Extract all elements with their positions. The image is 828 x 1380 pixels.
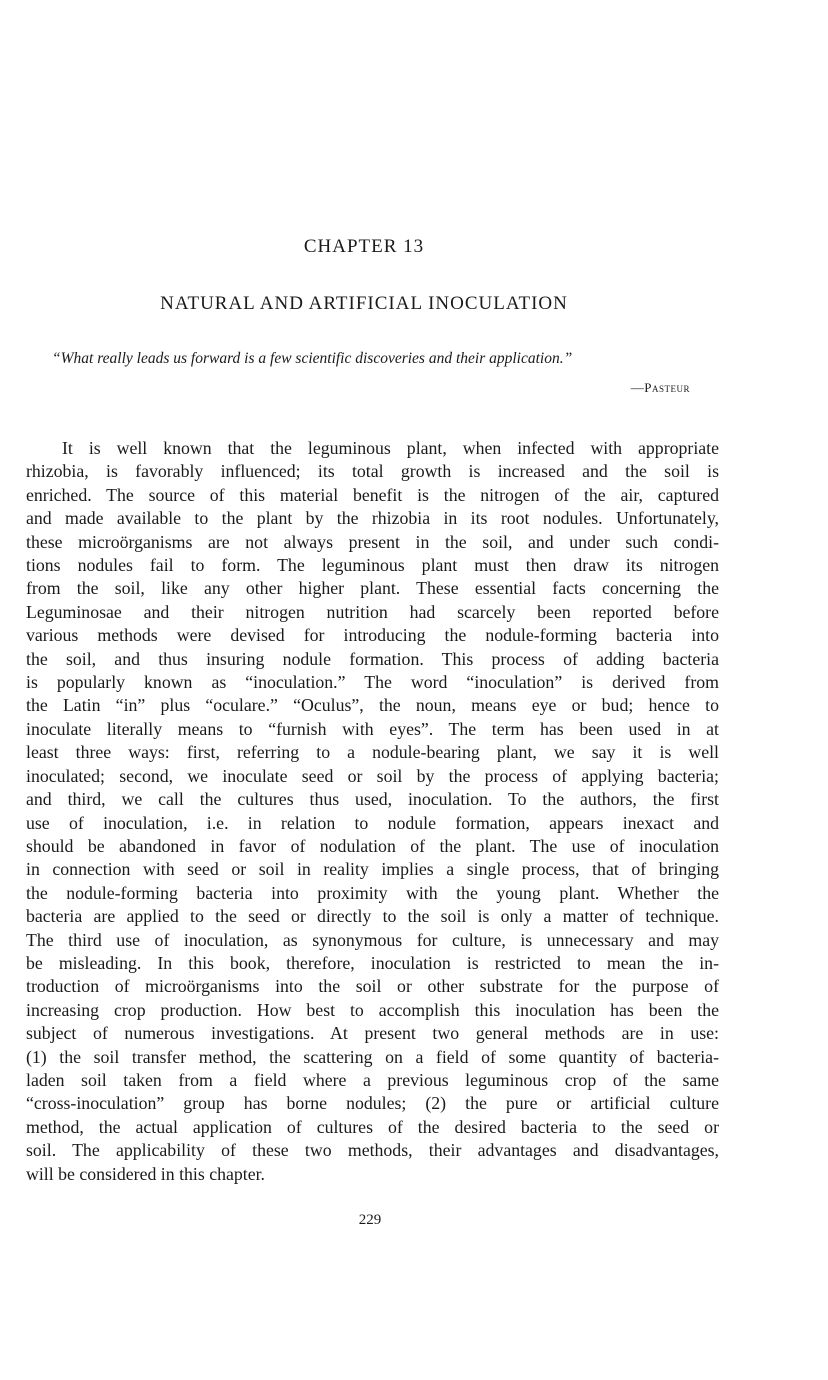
page-number: 229 <box>358 1212 382 1228</box>
epigraph-attribution: —Pasteur <box>630 380 690 395</box>
body-line: tions nodules fail to form. The leguminous plant must then draw its nitrogen <box>26 555 719 576</box>
body-line: the soil, and thus insuring nodule formation. This process of adding bacteria <box>26 648 719 669</box>
epigraph-quote: “What really leads us forward is a few scientific discoveries and their application.” <box>52 350 573 367</box>
body-line: Leguminosae and their nitrogen nutrition had scarcely been reported before <box>26 601 719 622</box>
body-line: and made available to the plant by the rhizobia in its root nodules. Unfortunately, <box>26 508 719 529</box>
body-line: the nodule-forming bacteria into proximity with the young plant. Whether the <box>26 882 719 903</box>
body-line: laden soil taken from a field where a previous leguminous crop of the same <box>26 1069 719 1090</box>
body-line: least three ways: first, referring to a nodule-bearing plant, we say it is well <box>26 742 719 763</box>
body-line: subject of numerous investigations. At present two general methods are in use: <box>26 1023 719 1044</box>
body-line: rhizobia, is favorably influenced; its total growth is increased and the soil is <box>26 461 719 482</box>
body-line: soil. The applicability of these two methods, their advantages and disadvantages, <box>26 1140 719 1161</box>
body-line: (1) the soil transfer method, the scattering on a field of some quantity of bacteria- <box>26 1046 719 1067</box>
body-line: should be abandoned in favor of nodulation of the plant. The use of inoculation <box>26 835 719 856</box>
body-line: the Latin “in” plus “oculare.” “Oculus”, the noun, means eye or bud; hence to <box>26 695 719 716</box>
body-line: use of inoculation, i.e. in relation to nodule formation, appears inexact and <box>26 812 719 833</box>
body-line: inoculate literally means to “furnish with eyes”. The term has been used in at <box>26 718 719 739</box>
body-line: various methods were devised for introducing the nodule-forming bacteria into <box>26 625 719 646</box>
body-line: will be considered in this chapter. <box>26 1163 265 1184</box>
body-line: The third use of inoculation, as synonymous for culture, is unnecessary and may <box>26 929 719 950</box>
body-line: “cross-inoculation” group has borne nodules; (2) the pure or artificial culture <box>26 1093 719 1114</box>
body-line: and third, we call the cultures thus used, inoculation. To the authors, the first <box>26 789 719 810</box>
chapter-title: NATURAL AND ARTIFICIAL INOCULATION <box>160 293 568 314</box>
body-line: is popularly known as “inoculation.” The word “inoculation” is derived from <box>26 672 719 693</box>
body-line: It is well known that the leguminous plant, when infected with appropriate <box>62 438 719 458</box>
body-line: from the soil, like any other higher plant. These essential facts concerning the <box>26 578 719 599</box>
body-line: in connection with seed or soil in reality implies a single process, that of bringing <box>26 859 719 880</box>
body-line: enriched. The source of this material benefit is the nitrogen of the air, captured <box>26 484 719 505</box>
body-line: be misleading. In this book, therefore, inoculation is restricted to mean the in- <box>26 952 719 973</box>
chapter-number: CHAPTER 13 <box>303 236 425 257</box>
body-line: troduction of microörganisms into the soil or other substrate for the purpose of <box>26 976 719 997</box>
body-text <box>26 437 719 1186</box>
body-line: these microörganisms are not always present in the soil, and under such condi- <box>26 531 719 552</box>
body-line: bacteria are applied to the seed or directly to the soil is only a matter of technique. <box>26 906 719 927</box>
body-line: inoculated; second, we inoculate seed or soil by the process of applying bacteria; <box>26 765 719 786</box>
body-line: method, the actual application of cultures of the desired bacteria to the seed or <box>26 1116 719 1137</box>
body-line: increasing crop production. How best to accomplish this inoculation has been the <box>26 999 719 1020</box>
